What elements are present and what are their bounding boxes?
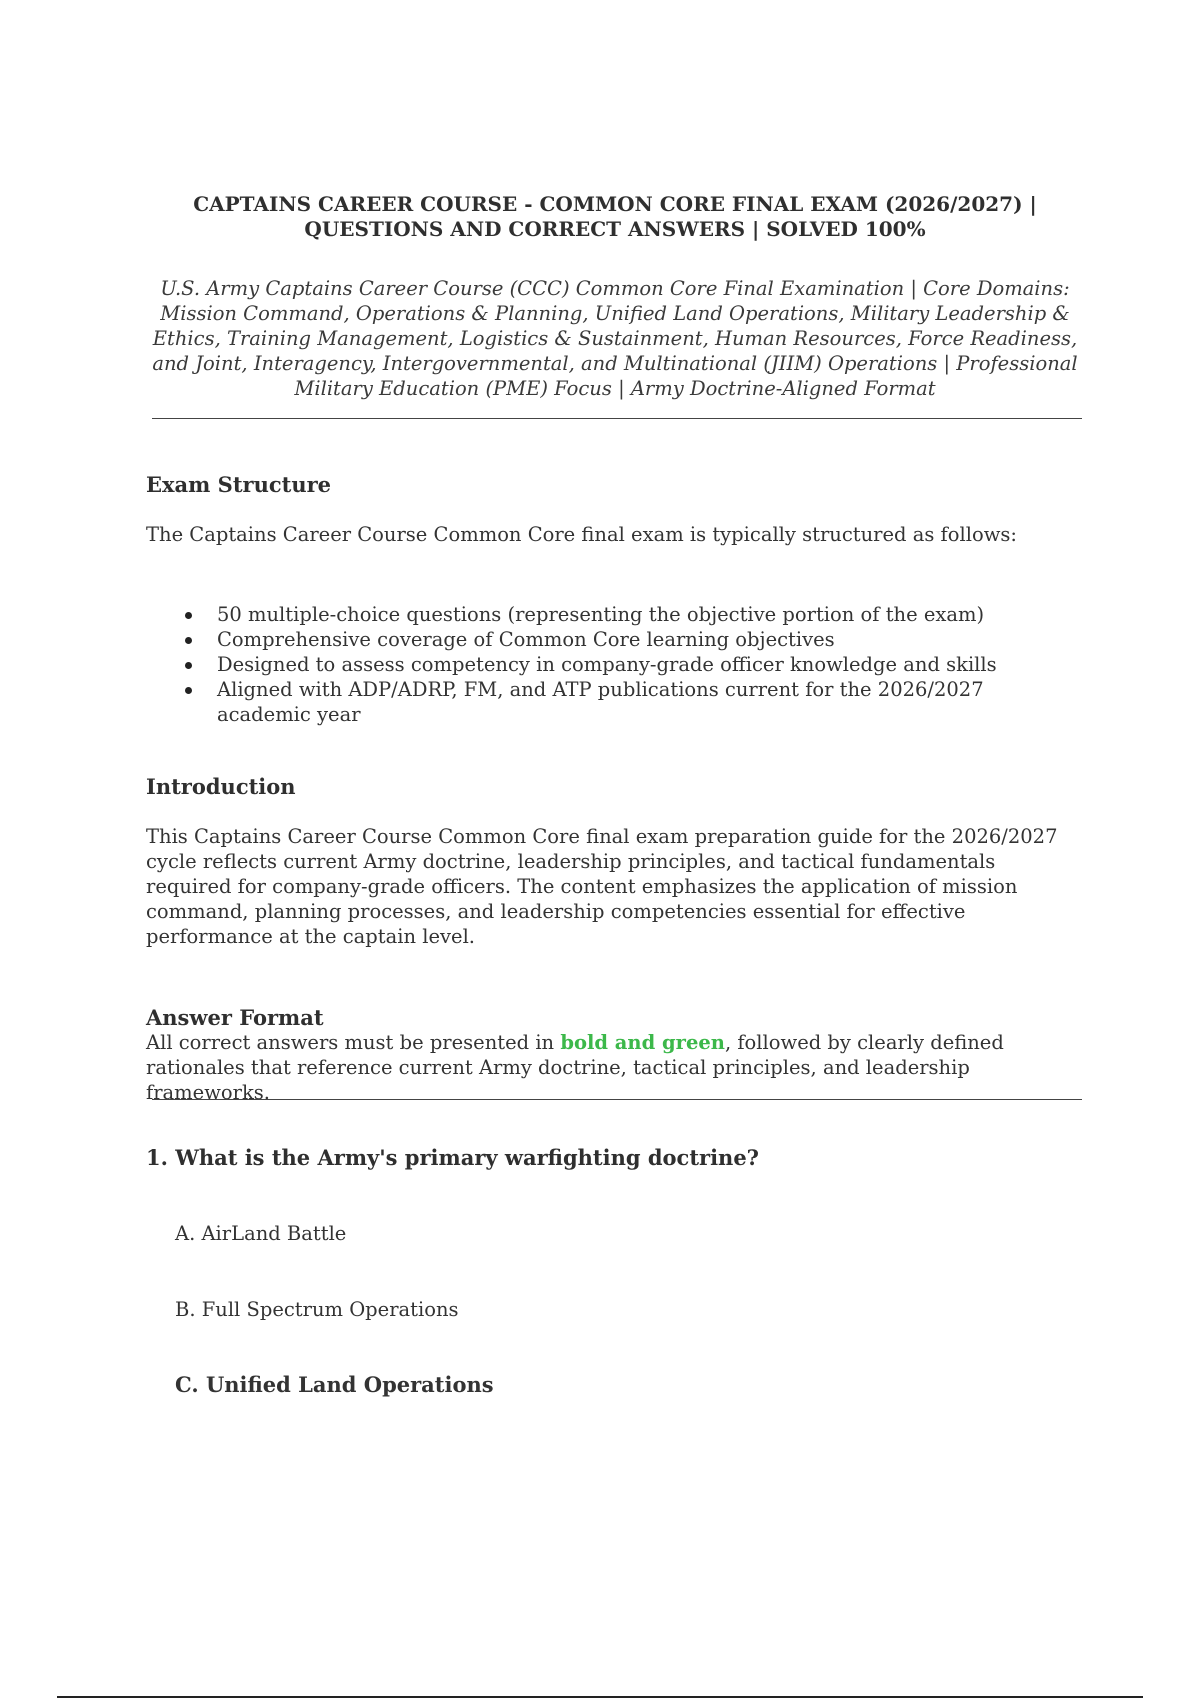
list-item — [146, 627, 1006, 652]
list-item-text: Designed to assess competency in company-grade officer knowledge and skills — [217, 653, 997, 676]
answer-format-highlight: bold and green — [560, 1031, 725, 1054]
exam-structure-intro: The Captains Career Course Common Core final exam is typically structured as follows: — [146, 523, 1017, 546]
answer-format-text — [146, 1030, 1086, 1105]
bullet-icon — [185, 612, 192, 619]
document-subtitle: U.S. Army Captains Career Course (CCC) Common Core Final Examination | Core Domains: Mission Command, Operations & Planning, Unified Land Operations, Military Leadership & Ethics, Training Management, Logistics & Sustainment, Human Resources, Force Readiness, and Joint, Interagency, Intergovernmental, and Multinational (JIIM) Operations | Professional Military Education (PME) Focus | Army Doctrine-Aligned Format — [152, 277, 1078, 400]
question-prompt: 1. What is the Army's primary warfighting doctrine? — [146, 1145, 759, 1170]
section-divider — [152, 418, 1082, 419]
bullet-icon — [185, 687, 192, 694]
introduction-heading: Introduction — [146, 774, 296, 799]
exam-structure-heading: Exam Structure — [146, 472, 332, 497]
bullet-icon — [185, 637, 192, 644]
answer-format-heading: Answer Format — [146, 1005, 324, 1030]
list-item-text: Aligned with ADP/ADRP, FM, and ATP publications current for the 2026/2027 academic year — [217, 678, 984, 726]
exam-structure-list — [146, 602, 1006, 727]
answer-format-text-before: All correct answers must be presented in — [146, 1031, 561, 1054]
list-item-text: 50 multiple-choice questions (representing the objective portion of the exam) — [217, 603, 985, 626]
answer-format-text-after: , followed by clearly defined rationales that reference current Army doctrine, tactical principles, and leadership frameworks. — [146, 1031, 1004, 1104]
section-divider — [152, 1099, 1082, 1100]
list-item — [146, 652, 1006, 677]
answer-option-c-correct: C. Unified Land Operations — [175, 1372, 494, 1397]
list-item-text: Comprehensive coverage of Common Core learning objectives — [217, 628, 835, 651]
list-item — [146, 602, 1006, 627]
document-title: CAPTAINS CAREER COURSE - COMMON CORE FINAL EXAM (2026/2027) | QUESTIONS AND CORRECT ANSWERS | SOLVED 100% — [193, 192, 1037, 241]
bullet-icon — [185, 662, 192, 669]
introduction-text: This Captains Career Course Common Core final exam preparation guide for the 2026/2027 cycle reflects current Army doctrine, leadership principles, and tactical fundamentals required for company-grade officers. The content emphasizes the application of mission command, planning processes, and leadership competencies essential for effective performance at the captain level. — [146, 825, 1058, 948]
answer-option-a: A. AirLand Battle — [175, 1222, 347, 1245]
list-item — [146, 677, 1006, 727]
answer-option-b: B. Full Spectrum Operations — [175, 1298, 459, 1321]
page-bottom-border — [57, 1696, 1143, 1698]
